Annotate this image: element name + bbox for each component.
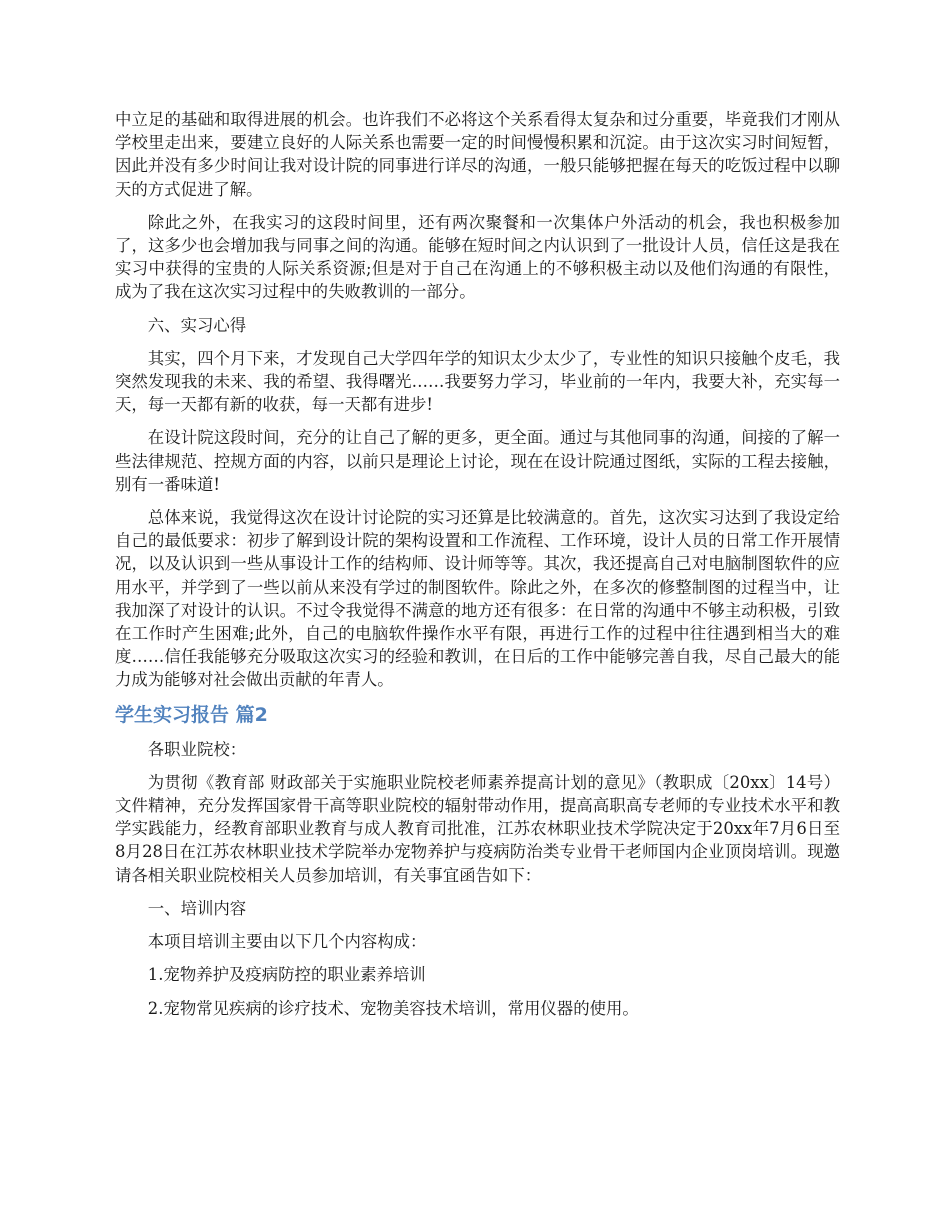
section-heading: 学生实习报告 篇2 [115,703,268,726]
paragraph-training-intro: 本项目培训主要由以下几个内容构成： [147,932,427,952]
report-section-2 [115,738,840,1020]
paragraph-notice-body: 为贯彻《教育部 财政部关于实施职业院校老师素养提高计划的意见》（教职成〔20xx〕14号）文件精神，充分发挥国家骨干高等职业院校的辐射带动作用，提高高职高专老师的专业技术水平和教学实践能力，经教育部职业教育与成人教育司批准，江苏农林职业技术学院决定于20xx年7月6日至8月28日在江苏农林职业技术学院举办宠物养护与疫病防治类专业骨干老师国内企业顶岗培训。现邀请各相关职业院校相关人员参加培训，有关事宜函告如下： [115,772,840,885]
list-item-2: 2.宠物常见疾病的诊疗技术、宠物美容技术培训，常用仪器的使用。 [147,998,639,1018]
paragraph-gatherings: 除此之外，在我实习的这段时间里，还有两次聚餐和一次集体户外活动的机会，我也积极参加了，这多少也会增加我与同事之间的沟通。能够在短时间之内认识到了一批设计人员，信任这是我在实习中获得的宝贵的人际关系资源;但是对于自己在沟通上的不够积极主动以及他们沟通的有限性，成为了我在这次实习过程中的失败教训的一部分。 [115,212,840,302]
paragraph-design-institute: 在设计院这段时间，充分的让自己了解的更多，更全面。通过与其他同事的沟通，间接的了解一些法律规范、控规方面的内容，以前只是理论上讨论，现在在设计院通过图纸，实际的工程去接触，别有一番味道! [115,428,840,494]
paragraph-four-months: 其实，四个月下来，才发现自己大学四年学的知识太少太少了，专业性的知识只接触个皮毛，我突然发现我的未来、我的希望、我得曙光……我要努力学习，毕业前的一年内，我要大补，充实每一天，每一天都有新的收获，每一天都有进步! [115,348,840,415]
document-page [115,108,840,1030]
paragraph-salutation: 各职业院校： [147,739,247,759]
subheading-training-content: 一、培训内容 [147,898,247,918]
paragraph-interpersonal: 中立足的基础和取得进展的机会。也许我们不必将这个关系看得太复杂和过分重要，毕竟我们才刚从学校里走出来，要建立良好的人际关系也需要一定的时间慢慢积累和沉淀。由于这次实习时间短暂，因此并没有多少时间让我对设计院的同事进行详尽的沟通，一般只能够把握在每天的吃饭过程中以聊天的方式促进了解。 [115,110,840,199]
report-section-1 [115,108,840,692]
paragraph-summary: 总体来说，我觉得这次在设计讨论院的实习还算是比较满意的。首先，这次实习达到了我设定给自己的最低要求：初步了解到设计院的架构设置和工作流程、工作环境，设计人员的日常工作开展情况，以及认识到一些从事设计工作的结构师、设计师等等。其次，我还提高自己对电脑制图软件的应用水平，并学到了一些以前从来没有学过的制图软件。除此之外，在多次的修整制图的过程当中，让我加深了对设计的认识。不过令我觉得不满意的地方还有很多：在日常的沟通中不够主动积极，引致在工作时产生困难;此外，自己的电脑软件操作水平有限，再进行工作的过程中往往遇到相当大的难度……信任我能够充分吸取这次实习的经验和教训，在日后的工作中能够完善自我，尽自己最大的能力成为能够对社会做出贡献的年青人。 [115,508,840,690]
subheading-internship-reflections: 六、实习心得 [147,315,247,335]
list-item-1: 1.宠物养护及疫病防控的职业素养培训 [147,965,426,985]
